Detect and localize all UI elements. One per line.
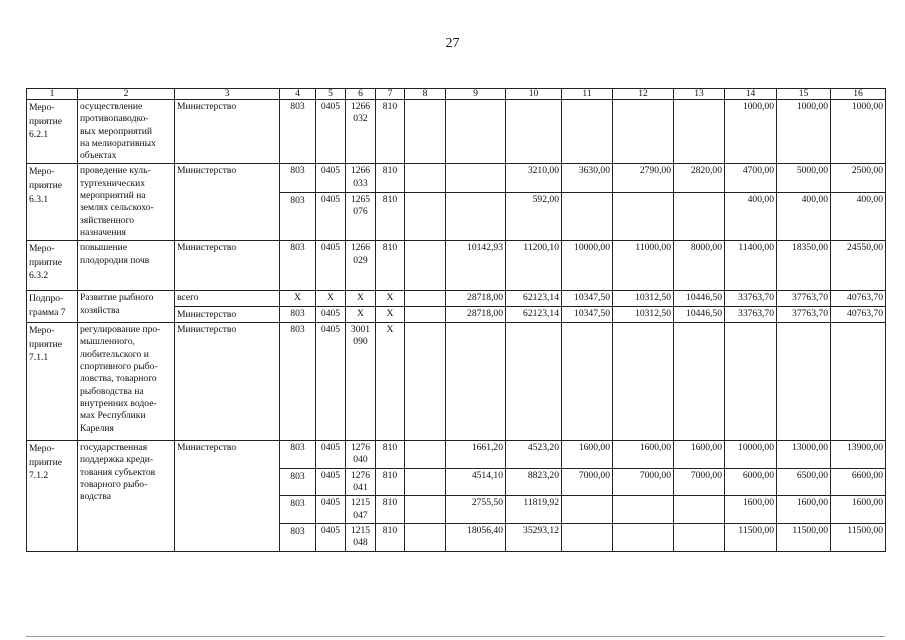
table-cell: 33763,70 [725,291,777,306]
table-cell [446,164,506,192]
table-cell: 803 [280,306,316,323]
table-cell: 810 [376,100,405,164]
table-cell: 803 [280,241,316,291]
table-cell [506,100,562,164]
table-cell: 3001 090 [346,323,376,441]
table-cell: 3210,00 [506,164,562,192]
table-cell: 1600,00 [831,496,886,524]
table-cell: 1215 047 [346,496,376,524]
table-cell: 803 [280,323,316,441]
table-cell [506,323,562,441]
table-cell [405,164,446,192]
table-cell: 7000,00 [674,468,725,496]
table-cell: 40763,70 [831,291,886,306]
col-header: 13 [674,89,725,100]
table-cell: 1600,00 [674,441,725,469]
table-cell [674,323,725,441]
table-cell [405,523,446,551]
measure-id: Меро- приятие 6.2.1 [27,100,78,164]
table-cell: 2820,00 [674,164,725,192]
table-cell: 2790,00 [613,164,674,192]
col-header: 7 [376,89,405,100]
table-cell: 4523,20 [506,441,562,469]
col-header: 5 [316,89,346,100]
table-cell: 0405 [316,100,346,164]
col-header: 3 [175,89,280,100]
table-cell: 13900,00 [831,441,886,469]
table-cell: 810 [376,441,405,469]
table-cell: 803 [280,496,316,524]
table-cell: 1000,00 [831,100,886,164]
measure-name: регулирование про- мышленного, любительского и спортивного рыбо- ловства, товарного рыбоводства на внутренних водое- мах Республики Карелия [78,323,175,441]
table-cell: 1266 029 [346,241,376,291]
col-header: 2 [78,89,175,100]
table-cell [446,192,506,241]
page-bottom-edge [26,636,885,637]
table-cell [725,323,777,441]
page-number: 27 [445,36,460,51]
table-cell: 1266 032 [346,100,376,164]
table-cell: 33763,70 [725,306,777,323]
table-cell [562,100,613,164]
table-cell: 10347,50 [562,291,613,306]
table-cell: 0405 [316,468,346,496]
table-cell: 1000,00 [725,100,777,164]
table-cell: 0405 [316,192,346,241]
table-cell: X [376,323,405,441]
table-cell [831,323,886,441]
executor: всего [175,291,280,306]
table-cell: 1000,00 [777,100,831,164]
table-cell: 1276 040 [346,441,376,469]
table-cell: 1661,20 [446,441,506,469]
measure-name: государственная поддержка креди- тования субъектов товарного рыбо- водства [78,441,175,551]
table-cell [562,496,613,524]
table-cell [562,192,613,241]
measure-name: осуществление противопаводко- вых мероприятий на мелиоративных объектах [78,100,175,164]
table-cell: 24550,00 [831,241,886,291]
table-cell: 1600,00 [562,441,613,469]
table-cell [562,323,613,441]
table-row [27,323,886,441]
table-cell [613,323,674,441]
table-cell [405,291,446,306]
table-cell: 2755,50 [446,496,506,524]
table-row [27,164,886,192]
table-cell: 6600,00 [831,468,886,496]
table-cell: 3630,00 [562,164,613,192]
col-header: 12 [613,89,674,100]
table-cell [405,441,446,469]
col-header: 14 [725,89,777,100]
table-cell: 62123,14 [506,291,562,306]
col-header: 15 [777,89,831,100]
table-cell: 4700,00 [725,164,777,192]
table-cell: 400,00 [831,192,886,241]
table-cell: 1215 048 [346,523,376,551]
table-cell: 0405 [316,306,346,323]
table-cell [613,100,674,164]
table-cell: 10000,00 [562,241,613,291]
executor: Министерство [175,164,280,241]
table-cell: 1265 076 [346,192,376,241]
table-cell: X [346,291,376,306]
table-cell [777,323,831,441]
table-cell: 6000,00 [725,468,777,496]
measure-id: Меро- приятие 7.1.1 [27,323,78,441]
table-cell: 0405 [316,496,346,524]
col-header: 16 [831,89,886,100]
table-cell: 10142,93 [446,241,506,291]
table-row [27,291,886,306]
table-cell: 1266 033 [346,164,376,192]
table-cell [674,523,725,551]
table-cell: 10347,50 [562,306,613,323]
budget-table [26,88,886,552]
table-cell: 11500,00 [777,523,831,551]
table-cell: 4514,10 [446,468,506,496]
col-header: 10 [506,89,562,100]
table-cell: 810 [376,192,405,241]
table-cell: 10446,50 [674,306,725,323]
table-cell: 400,00 [777,192,831,241]
table-cell: 11400,00 [725,241,777,291]
table-cell: 1600,00 [613,441,674,469]
col-header: 9 [446,89,506,100]
executor: Министерство [175,241,280,291]
executor: Министерство [175,441,280,551]
table-cell: 35293,12 [506,523,562,551]
table-cell [405,306,446,323]
table-cell: 803 [280,523,316,551]
table-row [27,241,886,291]
table-cell: 803 [280,164,316,192]
table-cell [446,100,506,164]
table-cell: 28718,00 [446,306,506,323]
header-row [27,89,886,100]
measure-id: Меро- приятие 6.3.2 [27,241,78,291]
table-cell: X [316,291,346,306]
table-cell [562,523,613,551]
table-cell: 37763,70 [777,291,831,306]
measure-id: Меро- приятие 6.3.1 [27,164,78,241]
table-cell: 810 [376,241,405,291]
table-cell: 810 [376,496,405,524]
measure-name: проведение куль- туртехнических мероприятий на землях сельскохо- зяйственного назначения [78,164,175,241]
table-cell: 5000,00 [777,164,831,192]
table-cell: 11500,00 [831,523,886,551]
table-cell: 7000,00 [562,468,613,496]
table-cell: 37763,70 [777,306,831,323]
table-cell [613,192,674,241]
table-cell: 0405 [316,164,346,192]
table-cell: 11819,92 [506,496,562,524]
col-header: 4 [280,89,316,100]
table-cell: 11200,10 [506,241,562,291]
table-cell [613,496,674,524]
table-cell: 1276 041 [346,468,376,496]
subprogram-id: Подпро- грамма 7 [27,291,78,323]
table-cell [446,323,506,441]
table-cell: 7000,00 [613,468,674,496]
col-header: 1 [27,89,78,100]
table-cell: X [376,291,405,306]
subprogram-name: Развитие рыбного хозяйства [78,291,175,323]
table-cell [405,100,446,164]
table-cell: 803 [280,468,316,496]
table-cell [405,241,446,291]
table-cell: 0405 [316,441,346,469]
executor: Министерство [175,323,280,441]
table-cell [405,192,446,241]
table-cell: 13000,00 [777,441,831,469]
table-cell: 10000,00 [725,441,777,469]
table-cell: 810 [376,164,405,192]
table-cell: 803 [280,100,316,164]
table-cell: 8823,20 [506,468,562,496]
table-cell: 592,00 [506,192,562,241]
table-cell: 62123,14 [506,306,562,323]
table-cell: 810 [376,468,405,496]
table-cell: 10312,50 [613,291,674,306]
table-cell: X [346,306,376,323]
executor: Министерство [175,306,280,323]
col-header: 6 [346,89,376,100]
table-cell: 810 [376,523,405,551]
measure-id: Меро- приятие 7.1.2 [27,441,78,551]
table-cell: 400,00 [725,192,777,241]
table-cell [674,100,725,164]
table-row [27,100,886,164]
table-cell: 11000,00 [613,241,674,291]
table-cell [613,523,674,551]
table-cell: 0405 [316,323,346,441]
table-cell [674,496,725,524]
table-cell: 6500,00 [777,468,831,496]
table-cell: 18056,40 [446,523,506,551]
table-cell: 10446,50 [674,291,725,306]
table-cell [405,468,446,496]
table-cell: 0405 [316,241,346,291]
executor: Министерство [175,100,280,164]
table-cell: 18350,00 [777,241,831,291]
table-cell: 40763,70 [831,306,886,323]
table-cell: 11500,00 [725,523,777,551]
table-row [27,441,886,469]
table-cell [674,192,725,241]
table-cell: 10312,50 [613,306,674,323]
measure-name: повышение плодородия почв [78,241,175,291]
table-cell: 0405 [316,523,346,551]
table-cell: 28718,00 [446,291,506,306]
col-header: 11 [562,89,613,100]
table-cell: 2500,00 [831,164,886,192]
table-cell: X [280,291,316,306]
table-cell: 803 [280,441,316,469]
table-cell: X [376,306,405,323]
table-cell: 8000,00 [674,241,725,291]
table-cell [405,496,446,524]
col-header: 8 [405,89,446,100]
table-cell [405,323,446,441]
table-cell: 803 [280,192,316,241]
table-cell: 1600,00 [725,496,777,524]
table-cell: 1600,00 [777,496,831,524]
